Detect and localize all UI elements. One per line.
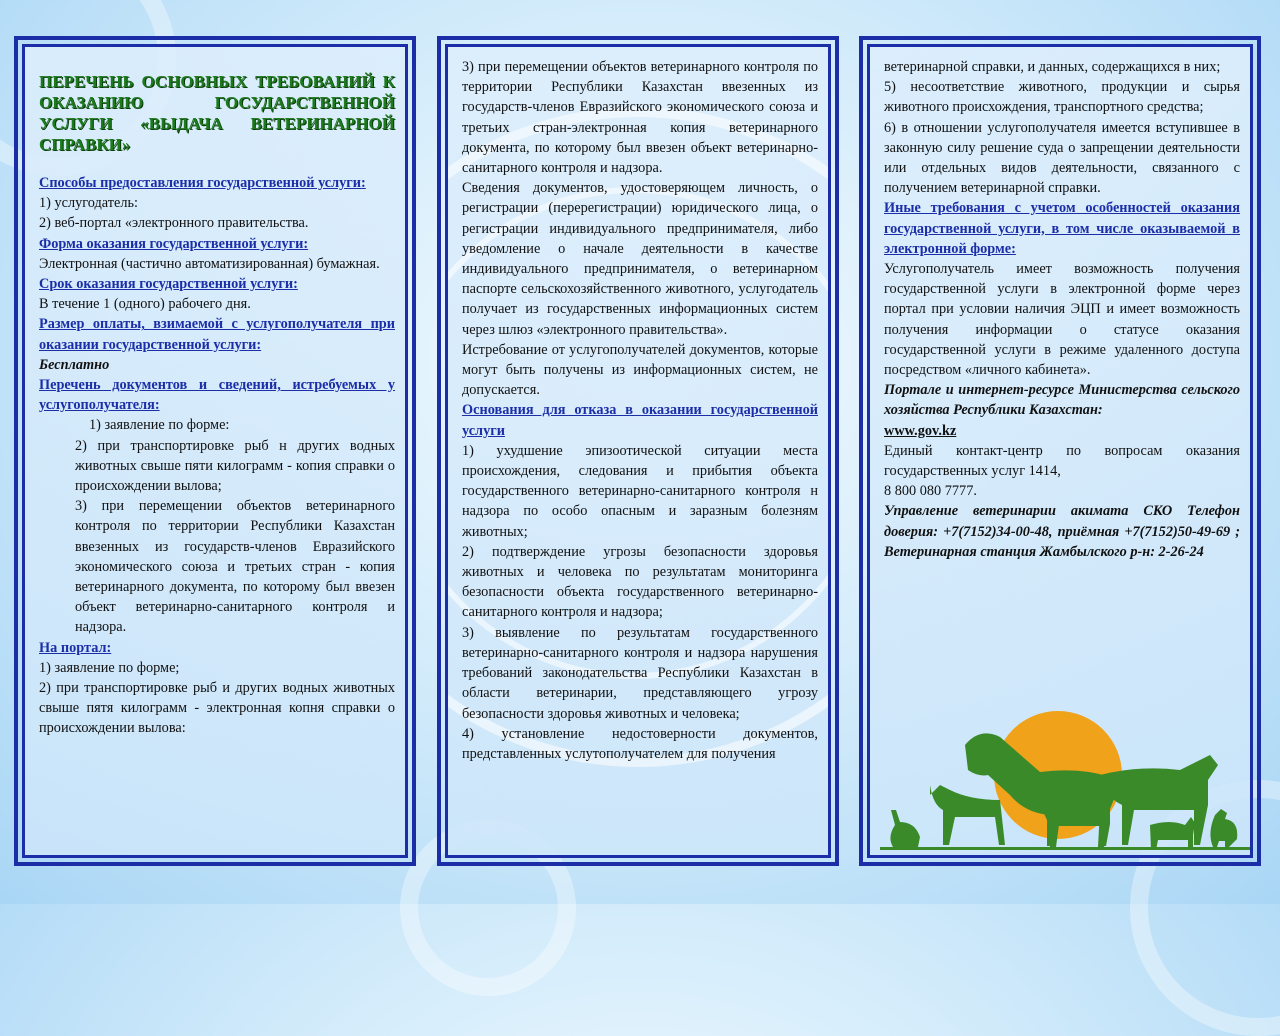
paragraph: Сведения документов, удостоверяющем личность, о регистрации (перерегистрации) юридического лица, о регистрации индивидуального предпринимателя, либо уведомление о начале деятельности в качестве индивидуального предпринимателя, о ветеринарном паспорте сельскохозяйственного животного, услугодатель получает из государственных информационных систем через шлюз «электронного правительства». xyxy=(462,180,818,338)
management-contacts: Управление ветеринарии акимата СКО Телефон доверия: +7(7152)34-00-48, приёмная +7(7152)50-49-69 ; Ветеринарная станция Жамбылского р-н: 2-26-24 xyxy=(884,503,1240,560)
refusal-item: 3) выявление по результатам государственного ветеринарно-санитарного контроля и надзора нарушения требований законодательства Республики Казахстан в области ветеринарии, представляющего угрозу безопасности здоровья животных и человека; xyxy=(462,624,818,722)
farm-animals-silhouette-icon xyxy=(870,705,1253,855)
ways-item: 1) услугодатель: xyxy=(39,195,138,212)
ways-item: 2) веб-портал «электронного правительства. xyxy=(39,215,309,232)
refusal-item: 4) установление недостоверности документов, представленных услутополучателем для получения xyxy=(462,725,818,762)
term-heading: Срок оказания государственной услуги: xyxy=(39,276,298,293)
term-text: В течение 1 (одного) рабочего дня. xyxy=(39,296,251,313)
portal-heading: На портал: xyxy=(39,639,112,656)
fee-text: Бесплатно xyxy=(39,356,110,373)
form-heading: Форма оказания государственной услуги: xyxy=(39,235,309,252)
panel-content xyxy=(39,71,395,849)
docs-item: 3) при перемещении объектов ветеринарного контроля по территории Республики Казахстан ввезенных из государств-членов Евразийского экономического союза и третьих стран - копия ветеринарного документа, по которому был ввезен объект ветеринарно-санитарного контроля и надзора. xyxy=(75,498,395,636)
refusal-item: 1) ухудшение эпизоотической ситуации места происхождения, следования и прибытия объекта государственного ветеринарно-санитарного контроля н надзора по особо опасным и заразным болезням животных; xyxy=(462,442,818,540)
refusal-item: 2) подтверждение угрозы безопасности здоровья животных и человека по результатам мониторинга безопасности объекта государственного ветеринарно- санитарного контроля и надзора; xyxy=(462,543,818,621)
panel-frame xyxy=(867,44,1253,858)
fee-heading: Размер оплаты, взимаемой с услугополучателя при оказании государственной услуги: xyxy=(39,316,395,353)
refusal-heading: Основания для отказа в оказании государственной услуги xyxy=(462,402,818,439)
form-text: Электронная (частично автоматизированная) бумажная. xyxy=(39,255,380,272)
paragraph: ветеринарной справки, и данных, содержащихся в них; xyxy=(884,59,1221,75)
docs-heading: Перечень документов и сведений, истребуемых у услугополучателя: xyxy=(39,377,395,414)
portal-item: 1) заявление по форме; xyxy=(39,659,180,676)
website-link[interactable]: www.gov.kz xyxy=(884,422,957,439)
portal-item: 2) при транспортировке рыб и других водных животных свыше пятя килограмм - электронная копня справки о происхождении вылова: xyxy=(39,680,395,737)
panel-content xyxy=(462,57,818,849)
paragraph: Истребование от услугополучателей документов, которые могут быть получены из информационных систем, не допускается. xyxy=(462,341,818,399)
docs-item: 2) при транспортировке рыб н других водных животных свыше пяти килограмм - копия справки о происхождении вылова; xyxy=(75,437,395,495)
ministry-portal-text: Портале и интернет-ресурсе Министерства сельского хозяйства Республики Казахстан: xyxy=(884,382,1240,419)
brochure-panel-left xyxy=(14,36,416,866)
brochure-panel-right xyxy=(859,36,1261,866)
docs-item: 1) заявление по форме: xyxy=(89,417,230,434)
brochure-title: ПЕРЕЧЕНЬ ОСНОВНЫХ ТРЕБОВАНИЙ К ОКАЗАНИЮ ГОСУДАРСТВЕННОЙ УСЛУГИ «ВЫДАЧА ВЕТЕРИНАРНОЙ СПРАВКИ» xyxy=(39,72,395,154)
paragraph: 5) несоответствие животного, продукции и сырья животного происхождения, транспортного средства; xyxy=(884,79,1240,116)
ways-heading: Способы предоставления государственной услуги: xyxy=(39,175,366,191)
paragraph: 6) в отношении услугополучателя имеется вступившее в законную силу решение суда о запрещении деятельности или отдельных видов деятельности, связанного с получением ветеринарной справки. xyxy=(884,119,1240,197)
other-requirements-heading: Иные требования с учетом особенностей оказания государственной услуги, в том числе оказываемой в электронной форме: xyxy=(884,200,1240,257)
contact-center-text: Единый контакт-центр по вопросам оказания государственных услуг 1414, xyxy=(884,442,1240,480)
panel-frame xyxy=(22,44,408,858)
paragraph: 3) при перемещении объектов ветеринарного контроля по территории Республики Казахстан ввезенных из государств-членов Евразийского экономического союза и третьих стран-электронная копия ветеринарного документа, по которому был ввезен объект ветеринарно-санитарного контроля и надзора. xyxy=(462,59,818,177)
brochure-panel-middle xyxy=(437,36,839,866)
panel-frame xyxy=(445,44,831,858)
contact-phone: 8 800 080 7777. xyxy=(884,483,977,500)
other-requirements-text: Услугополучатель имеет возможность получения государственной услуги в электронной форме через портал при условии наличия ЭЦП и имеет возможность получения информации о статусе оказания государственной услуги в режиме удаленного доступа посредством «личного кабинета». xyxy=(884,261,1240,379)
